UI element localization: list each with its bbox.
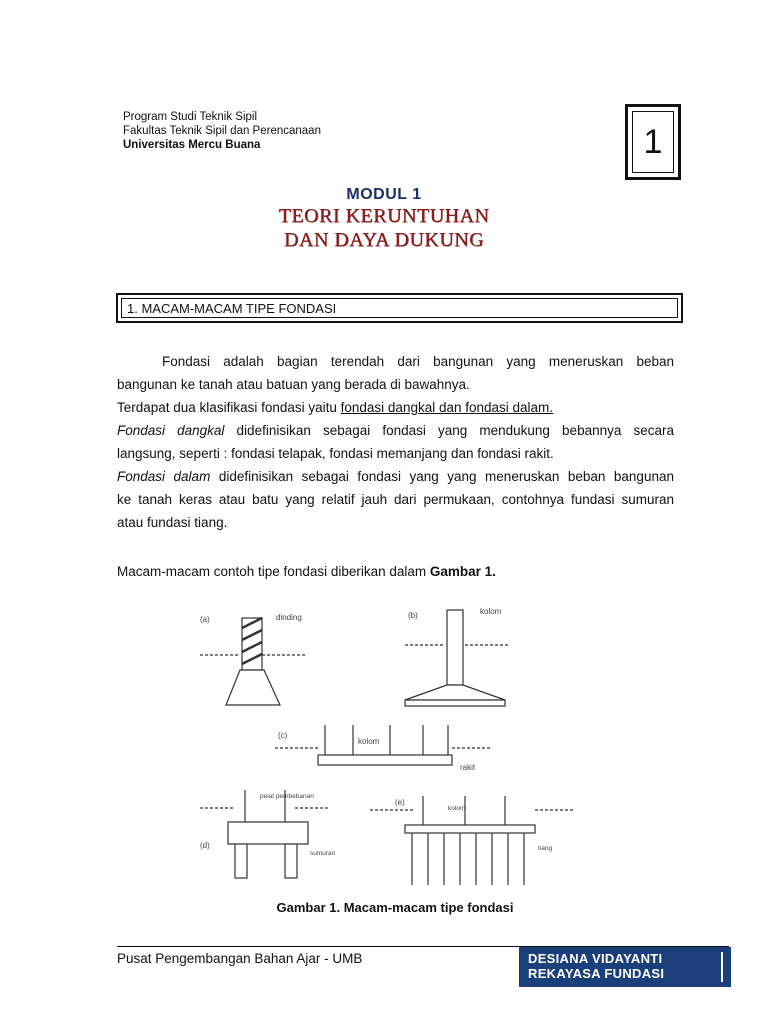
figure-b-column-footing: [405, 610, 510, 706]
label-rakit: rakit: [460, 763, 476, 772]
module-number: 1: [643, 123, 663, 161]
program-name: Program Studi Teknik Sipil: [123, 111, 258, 123]
paragraph-1-line-2: bangunan ke tanah atau batuan yang berada di bawahnya.: [117, 377, 470, 392]
foundation-types-figure: [190, 600, 600, 890]
paragraph-5: Macam-macam contoh tipe fondasi diberikan dalam Gambar 1.: [117, 564, 496, 579]
title-line-2: DAN DAYA DUKUNG: [283, 229, 485, 251]
institution-block: [123, 110, 321, 152]
section-heading-box: [116, 293, 683, 323]
paragraph-4-line-3: atau fundasi tiang.: [117, 515, 228, 530]
label-dinding: dinding: [276, 613, 302, 622]
label-kolom-e: kolom: [448, 805, 466, 812]
label-e: (e): [395, 798, 405, 807]
faculty-name: Fakultas Teknik Sipil dan Perencanaan: [123, 125, 321, 137]
paragraph-1-line-1: Fondasi adalah bagian terendah dari bangunan yang meneruskan beban: [162, 354, 674, 369]
label-sumuran: sumuran: [310, 850, 336, 857]
classification-link: fondasi dangkal dan fondasi dalam.: [340, 400, 554, 415]
figure-c-raft: [275, 725, 490, 765]
paragraph-3-line-2: langsung, seperti : fondasi telapak, fondasi memanjang dan fondasi rakit.: [117, 446, 554, 461]
module-number-box: [625, 104, 681, 180]
university-name: Universitas Mercu Buana: [123, 139, 261, 151]
paragraph-4-line-2: ke tanah keras atau batu yang relatif jauh dari permukaan, contohnya fundasi sumuran: [117, 492, 674, 507]
label-b: (b): [408, 611, 418, 620]
label-kolom-c: kolom: [358, 737, 380, 746]
label-a: (a): [200, 615, 210, 624]
paragraph-2: Terdapat dua klasifikasi fondasi yaitu fondasi dangkal dan fondasi dalam.: [117, 400, 554, 415]
figure-e-piles: [370, 796, 575, 885]
figure-d-caisson: [200, 790, 330, 878]
section-heading: 1. MACAM-MACAM TIPE FONDASI: [127, 300, 337, 316]
label-pelat: pelat pembebanan: [260, 793, 314, 800]
footer-center-text: Pusat Pengembangan Bahan Ajar - UMB: [117, 951, 363, 966]
figure-caption: Gambar 1. Macam-macam tipe fondasi: [276, 900, 514, 915]
module-label: MODUL 1: [346, 186, 422, 203]
figure-a-wall-footing: [200, 618, 305, 705]
label-c: (c): [278, 731, 288, 740]
label-kolom: kolom: [480, 607, 502, 616]
author-name: DESIANA VIDAYANTI: [528, 951, 663, 966]
author-box-bar: [721, 952, 723, 982]
course-name: REKAYASA FUNDASI: [528, 966, 665, 981]
title-line-1: TEORI KERUNTUHAN: [278, 205, 490, 227]
paragraph-3-line-1: Fondasi dangkal didefinisikan sebagai fondasi yang mendukung bebannya secara: [117, 423, 674, 438]
label-tiang: tiang: [538, 845, 553, 852]
author-box: [519, 947, 731, 987]
label-d: (d): [200, 841, 210, 850]
paragraph-4-line-1: Fondasi dalam didefinisikan sebagai fondasi yang yang meneruskan beban bangunan: [117, 469, 674, 484]
